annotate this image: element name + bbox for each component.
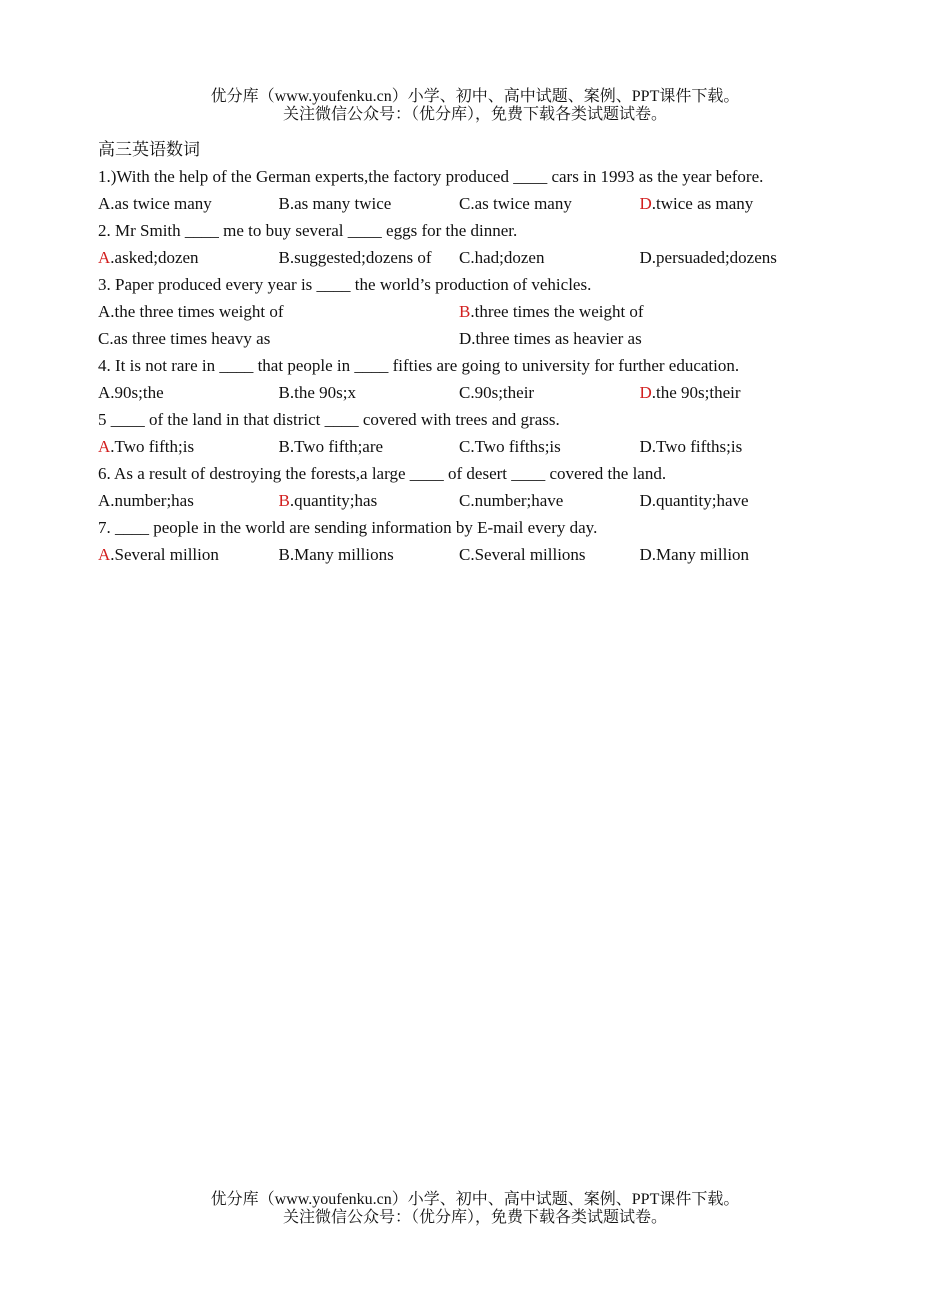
option-text: .twice as many [651, 194, 754, 213]
header-line-2: 关注微信公众号：（优分库），免费下载各类试题试卷。 [282, 106, 667, 123]
option-letter: D [639, 545, 652, 564]
options-row [98, 487, 858, 514]
option-text: .Several millions [470, 545, 586, 564]
header-line-1: 优分库（www.youfenku.cn）小学、初中、高中试题、案例、PPT课件下载。 [210, 88, 740, 105]
option-text: .had;dozen [470, 248, 545, 267]
option-text: .number;have [470, 491, 564, 510]
question-text: 5 ____ of the land in that district ____ covered with trees and grass. [98, 410, 560, 429]
option-letter: D [639, 194, 652, 213]
page-footer [0, 1191, 950, 1227]
option-letter: C [459, 491, 471, 510]
option-a [98, 379, 279, 406]
option-letter: A [98, 302, 111, 321]
option-letter: C [459, 383, 471, 402]
option-text: .as three times heavy as [109, 329, 271, 348]
option-text: .suggested;dozens of [289, 248, 432, 267]
option-b [279, 244, 460, 271]
option-letter: B [278, 194, 290, 213]
option-a [98, 541, 279, 568]
option-b [279, 379, 460, 406]
option-letter: D [639, 437, 652, 456]
option-text: .quantity;has [289, 491, 378, 510]
option-letter: A [98, 248, 111, 267]
option-d [640, 433, 821, 460]
option-b [279, 541, 460, 568]
option-text: .Two fifths;is [651, 437, 743, 456]
question-text: 2. Mr Smith ____ me to buy several ____ eggs for the dinner. [98, 221, 518, 240]
option-c [459, 244, 640, 271]
option-a [98, 433, 279, 460]
option-a [98, 190, 279, 217]
option-d [640, 541, 821, 568]
options-row [98, 325, 858, 352]
option-b [279, 487, 460, 514]
option-letter: C [98, 329, 110, 348]
footer-line-1: 优分库（www.youfenku.cn）小学、初中、高中试题、案例、PPT课件下载。 [210, 1191, 740, 1208]
options-row [98, 433, 858, 460]
question-text: 4. It is not rare in ____ that people in ____ fifties are going to university for further education. [98, 356, 740, 375]
question-text: 3. Paper produced every year is ____ the world’s production of vehicles. [98, 275, 592, 294]
option-text: .Two fifth;are [289, 437, 384, 456]
option-text: .Many million [651, 545, 750, 564]
options-row [98, 379, 858, 406]
footer-line-2: 关注微信公众号：（优分库），免费下载各类试题试卷。 [282, 1209, 667, 1226]
option-letter: D [639, 248, 652, 267]
question-text: 1.)With the help of the German experts,the factory produced ____ cars in 1993 as the year before. [98, 167, 764, 186]
option-c [459, 190, 640, 217]
option-letter: A [98, 545, 111, 564]
option-text: .the 90s;x [289, 383, 356, 402]
option-c [459, 379, 640, 406]
options-row [98, 541, 858, 568]
option-letter: C [459, 248, 471, 267]
option-text: .three times the weight of [470, 302, 644, 321]
option-letter: B [278, 491, 290, 510]
option-c [98, 325, 459, 352]
option-d [640, 244, 821, 271]
document-body [98, 136, 858, 568]
option-text: .quantity;have [651, 491, 749, 510]
option-text: .as twice many [110, 194, 212, 213]
option-letter: A [98, 437, 111, 456]
option-d [640, 487, 821, 514]
option-b [459, 298, 820, 325]
option-a [98, 487, 279, 514]
option-text: .three times as heavier as [471, 329, 642, 348]
option-text: .Several million [110, 545, 219, 564]
option-letter: B [278, 383, 290, 402]
option-c [459, 487, 640, 514]
option-letter: B [278, 248, 290, 267]
option-text: .as twice many [470, 194, 572, 213]
option-text: .asked;dozen [110, 248, 199, 267]
option-letter: B [278, 545, 290, 564]
option-text: .90s;their [470, 383, 535, 402]
option-c [459, 541, 640, 568]
option-letter: A [98, 194, 111, 213]
option-a [98, 298, 459, 325]
option-text: .the 90s;their [651, 383, 741, 402]
option-text: .Two fifths;is [470, 437, 561, 456]
page-header [0, 88, 950, 124]
option-a [98, 244, 279, 271]
option-b [279, 190, 460, 217]
option-letter: A [98, 491, 111, 510]
option-text: .Two fifth;is [110, 437, 195, 456]
option-d [640, 379, 821, 406]
option-b [279, 433, 460, 460]
option-letter: C [459, 545, 471, 564]
options-row [98, 298, 858, 325]
question-text: 7. ____ people in the world are sending information by E-mail every day. [98, 518, 598, 537]
options-row [98, 190, 858, 217]
option-text: .90s;the [110, 383, 164, 402]
option-letter: A [98, 383, 111, 402]
option-d [459, 325, 820, 352]
options-row [98, 244, 858, 271]
option-letter: D [639, 383, 652, 402]
option-text: .Many millions [289, 545, 394, 564]
option-letter: B [459, 302, 471, 321]
document-title: 高三英语数词 [98, 140, 200, 159]
option-letter: D [639, 491, 652, 510]
option-text: .the three times weight of [110, 302, 284, 321]
option-letter: B [278, 437, 290, 456]
option-c [459, 433, 640, 460]
option-text: .persuaded;dozens [651, 248, 777, 267]
option-letter: D [459, 329, 472, 348]
option-text: .as many twice [289, 194, 392, 213]
question-text: 6. As a result of destroying the forests,a large ____ of desert ____ covered the land. [98, 464, 667, 483]
option-letter: C [459, 437, 471, 456]
option-d [640, 190, 821, 217]
option-letter: C [459, 194, 471, 213]
option-text: .number;has [110, 491, 194, 510]
